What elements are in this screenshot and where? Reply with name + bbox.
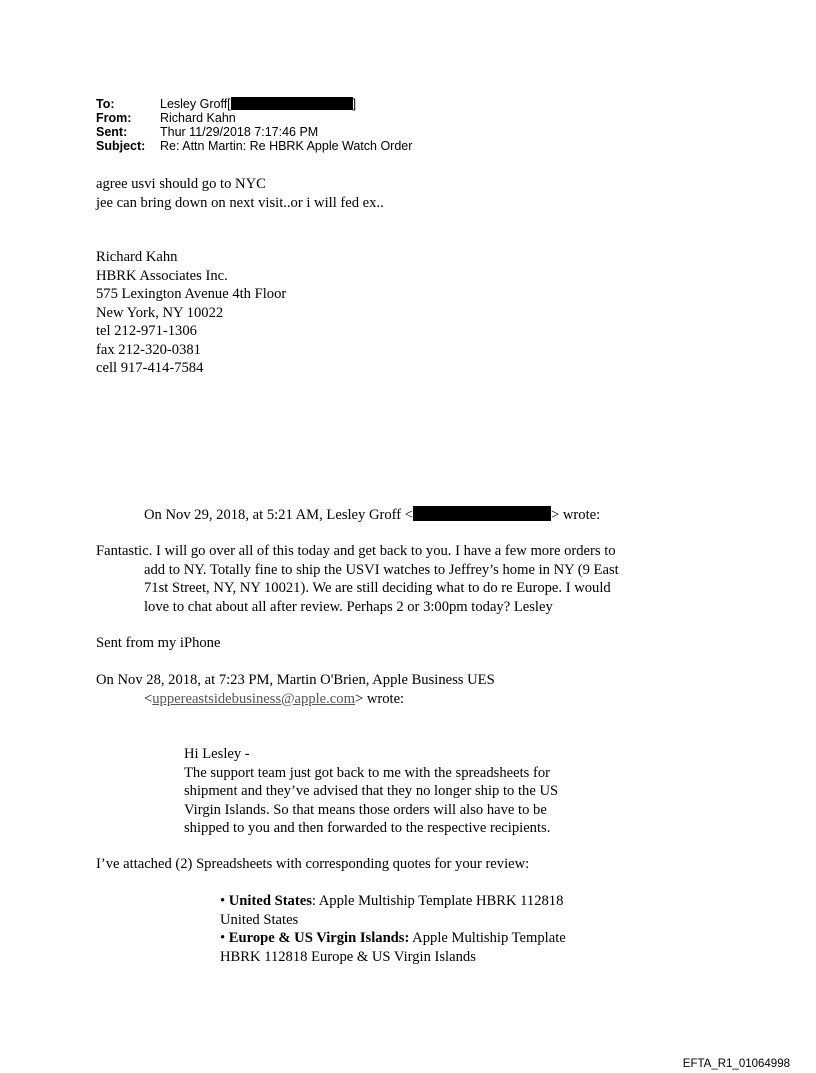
bullet2-bold: Europe & US Virgin Islands:: [228, 930, 410, 946]
bullet1-bold: United States: [228, 893, 312, 909]
paragraph-line: Fantastic. I will go over all of this today and get back to you. I have a few more orders to: [96, 543, 616, 559]
email-link[interactable]: uppereastsidebusiness@apple.com: [152, 690, 355, 707]
paragraph-line: add to NY. Totally fine to ship the USVI watches to Jeffrey’s home in NY (9 East: [144, 561, 619, 578]
to-value: Lesley Groff[: [160, 97, 231, 111]
quote2-lt: <: [144, 690, 153, 707]
quote1-paragraph: [96, 542, 619, 616]
list-item: • United States: Apple Multiship Template HBRK 112818: [220, 893, 564, 909]
quote1-intro-text: On Nov 29, 2018, at 5:21 AM, Lesley Groff <: [144, 507, 414, 523]
message-line: shipment and they’ve advised that they no longer ship to the US: [184, 783, 559, 799]
list-item: • Europe & US Virgin Islands: Apple Multiship Template: [220, 930, 566, 946]
greeting: Hi Lesley -: [184, 746, 250, 762]
quote2-intro-email-line: [96, 690, 495, 709]
to-row: [96, 97, 412, 111]
from-row: [96, 111, 412, 125]
paragraph-line: love to chat about all after review. Perhaps 2 or 3:00pm today? Lesley: [144, 598, 553, 615]
quote1-intro-wrote: > wrote:: [551, 507, 601, 523]
signature-address: 575 Lexington Avenue 4th Floor: [96, 286, 287, 302]
redaction-bar: [231, 97, 353, 110]
body-line: jee can bring down on next visit..or i will fed ex..: [96, 194, 384, 211]
quote1-intro: [144, 506, 600, 525]
spreadsheet-list: [220, 892, 566, 966]
redaction-bar: [413, 506, 551, 521]
bullet2-rest: Apple Multiship Template: [409, 930, 566, 946]
signature-name: Richard Kahn: [96, 249, 178, 265]
from-label: From:: [96, 111, 132, 125]
sent-row: [96, 125, 412, 139]
to-label: To:: [96, 97, 115, 111]
bullet1-rest: : Apple Multiship Template HBRK 112818: [311, 893, 564, 909]
subject-row: [96, 139, 412, 153]
subject-value: Re: Attn Martin: Re HBRK Apple Watch Order: [160, 139, 413, 153]
message-line: shipped to you and then forwarded to the respective recipients.: [184, 820, 551, 836]
email-header: [96, 97, 412, 153]
attached-line: I’ve attached (2) Spreadsheets with corresponding quotes for your review:: [96, 856, 530, 872]
sent-label: Sent:: [96, 125, 128, 139]
message-line: Virgin Islands. So that means those orders will also have to be: [184, 801, 547, 818]
list-item-cont: HBRK 112818 Europe & US Virgin Islands: [220, 948, 476, 965]
to-close: ]: [352, 97, 357, 111]
signature-block: [96, 248, 286, 378]
signature-tel: tel 212-971-1306: [96, 323, 197, 339]
list-item-cont: United States: [220, 911, 299, 928]
sent-value: Thur 11/29/2018 7:17:46 PM: [160, 125, 319, 139]
quote2-message: [184, 745, 558, 838]
quote2-wrote: > wrote:: [354, 690, 405, 707]
message-body: [96, 175, 384, 212]
signature-fax: fax 212-320-0381: [96, 341, 201, 358]
signature-city: New York, NY 10022: [96, 304, 224, 321]
body-line: agree usvi should go to NYC: [96, 176, 266, 192]
quote2-intro-line: On Nov 28, 2018, at 7:23 PM, Martin O'Brien, Apple Business UES: [96, 672, 495, 688]
signature-company: HBRK Associates Inc.: [96, 267, 228, 284]
quote2-intro: [96, 671, 495, 708]
message-line: The support team just got back to me with the spreadsheets for: [184, 764, 550, 781]
sent-from-iphone: Sent from my iPhone: [96, 635, 221, 651]
from-value: Richard Kahn: [160, 111, 236, 125]
subject-label: Subject:: [96, 139, 146, 153]
signature-cell: cell 917-414-7584: [96, 360, 204, 376]
bates-number: EFTA_R1_01064998: [682, 1058, 790, 1070]
paragraph-line: 71st Street, NY, NY 10021). We are still deciding what to do re Europe. I would: [144, 580, 611, 596]
